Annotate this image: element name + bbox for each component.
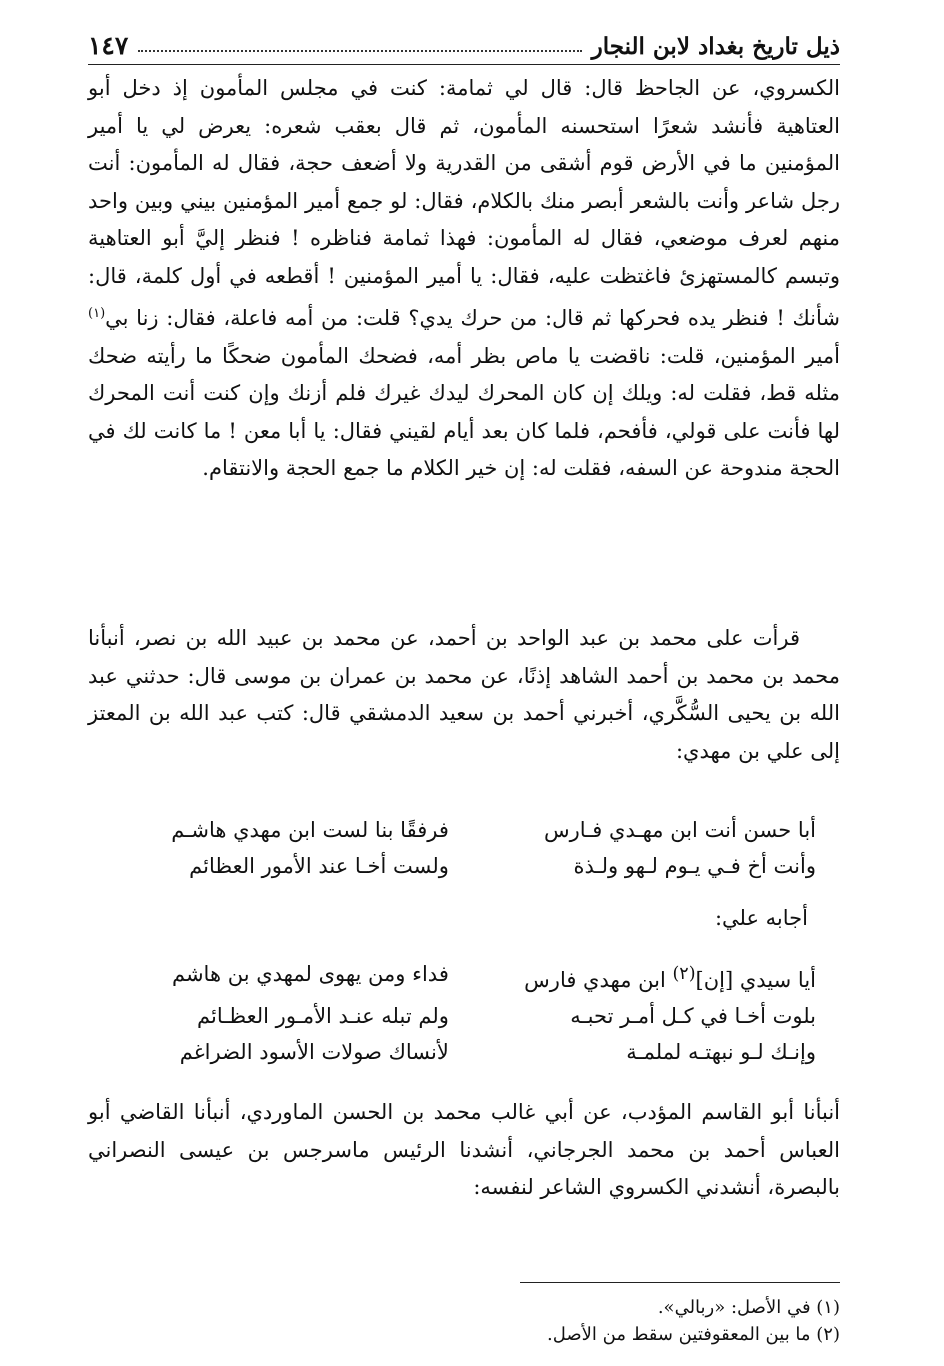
hemistich-first: أبا حسن أنت ابن مهـدي فـارس: [543, 818, 816, 842]
hemistich-second: ولست أخـا عند الأمور العظائم: [189, 854, 449, 878]
paragraph-1-text: [88, 70, 840, 488]
hemistich-first: [477, 956, 816, 998]
running-title: ذيل تاريخ بغداد لابن النجار: [591, 33, 840, 60]
paragraph-2: [88, 620, 840, 770]
hemistich-first: وأنت أخ فـي يـوم لـهو ولـذة: [573, 854, 816, 878]
hemistich-first: بلوت أخـا في كـل أمـر تحبـه: [570, 1004, 816, 1028]
paragraph-2-text: قرأت على محمد بن عبد الواحد بن أحمد، عن محمد بن عبيد الله بن نصر، أنبأنا محمد بن محمد بن أحمد الشاهد إذنًا، عن محمد بن عمران بن موسى قال: حدثني عبد الله بن يحيى السُّكَّري، أخبرني أحمد بن سعيد الدمشقي قال: كتب عبد الله بن المعتز إلى علي بن مهدي:: [88, 626, 840, 763]
hemistich-second: ولم تبله عنـد الأمـور العظـائم: [197, 1004, 449, 1028]
poem-2-line: [110, 1034, 816, 1070]
paragraph-1-part-a: الكسروي، عن الجاحظ قال: قال لي ثمامة: كنت في مجلس المأمون إذ دخل أبو العتاهية فأنشد شعرًا استحسنه المأمون، ثم قال بعقب شعره: يعرض لي يا أمير المؤمنين ما في الأرض قوم أشقى من القدرية ولا أضعف حجة، فقال له المأمون: أنت رجل شاعر وأنت بالشعر أبصر منك بالكلام، فقال: لو جمع أمير المؤمنين بيني وبين واحد منهم لعرف موضعي، فقال له المأمون: فهذا ثمامة فناظره ! فنظر إليَّ أبو العتاهية وتبسم كالمستهزئ فاغتظت عليه، فقال: يا أمير المؤمنين ! أقطعه في أول كلمة، قال: شأنك ! فنظر يده فحركها ثم قال: من حرك يدي؟ قلت: من أمه فاعلة، فقال: زنا بي: [88, 76, 840, 330]
footnote-2: (٢) ما بين المعقوفتين سقط من الأصل.: [547, 1324, 840, 1345]
header-dot-leader: [138, 50, 581, 52]
hemistich-second: فداء ومن يهوى لمهدي بن هاشم: [171, 962, 449, 986]
paragraph-3: [88, 1094, 840, 1207]
paragraph-1-part-b: أمير المؤمنين، قلت: ناقضت يا ماص بظر أمه، فضحك المأمون ضحكًا ما رأيته ضحك مثله قط، فقلت له: ويلك إن كان المحرك ليدك غيرك فلم أزنك وإن كنت أنت المحرك لها فأنت على قولي، فأفحم، فلما كان بعد أيام لقيني فقال: يا أبا معن ! ما كانت لك في الحجة مندوحة عن السفه، فقلت له: إن خير الكلام ما جمع الحجة والانتقام.: [88, 343, 840, 480]
hemistich-first-post: ابن مهدي فارس: [524, 968, 673, 992]
poem-1-line: [110, 812, 816, 848]
footnote-separator: [520, 1282, 840, 1283]
poem-1: [110, 812, 816, 884]
footnote-ref-1: (١): [88, 306, 106, 321]
paragraph-1: [88, 70, 840, 488]
poem-2: [110, 956, 816, 1070]
footnote-1: (١) في الأصل: «ربالي».: [657, 1297, 840, 1318]
hemistich-second: فرفقًا بنا لست ابن مهدي هاشـم: [171, 818, 449, 842]
reply-label: أجابه علي:: [714, 906, 808, 930]
page-number: ١٤٧: [88, 31, 129, 60]
page-header: [88, 28, 840, 65]
poem-2-line: [110, 956, 816, 998]
footnote-ref-2: (٢): [672, 964, 696, 984]
poem-1-line: [110, 848, 816, 884]
paragraph-3-text: أنبأنا أبو القاسم المؤدب، عن أبي غالب محمد بن الحسن الماوردي، أنبأنا القاضي أبو العباس أحمد بن محمد الجرجاني، أنشدنا الرئيس ماسرجس بن عيسى النصراني بالبصرة، أنشدني الكسروي الشاعر لنفسه:: [88, 1100, 840, 1199]
footnotes: [88, 1294, 840, 1348]
hemistich-second: لأنساك صولات الأسود الضراغم: [179, 1040, 449, 1064]
poem-2-line: [110, 998, 816, 1034]
hemistich-first: وإنـك لـو نبهتـه لملمـة: [626, 1040, 816, 1064]
hemistich-first-pre: أيا سيدي [إن]: [695, 968, 816, 992]
